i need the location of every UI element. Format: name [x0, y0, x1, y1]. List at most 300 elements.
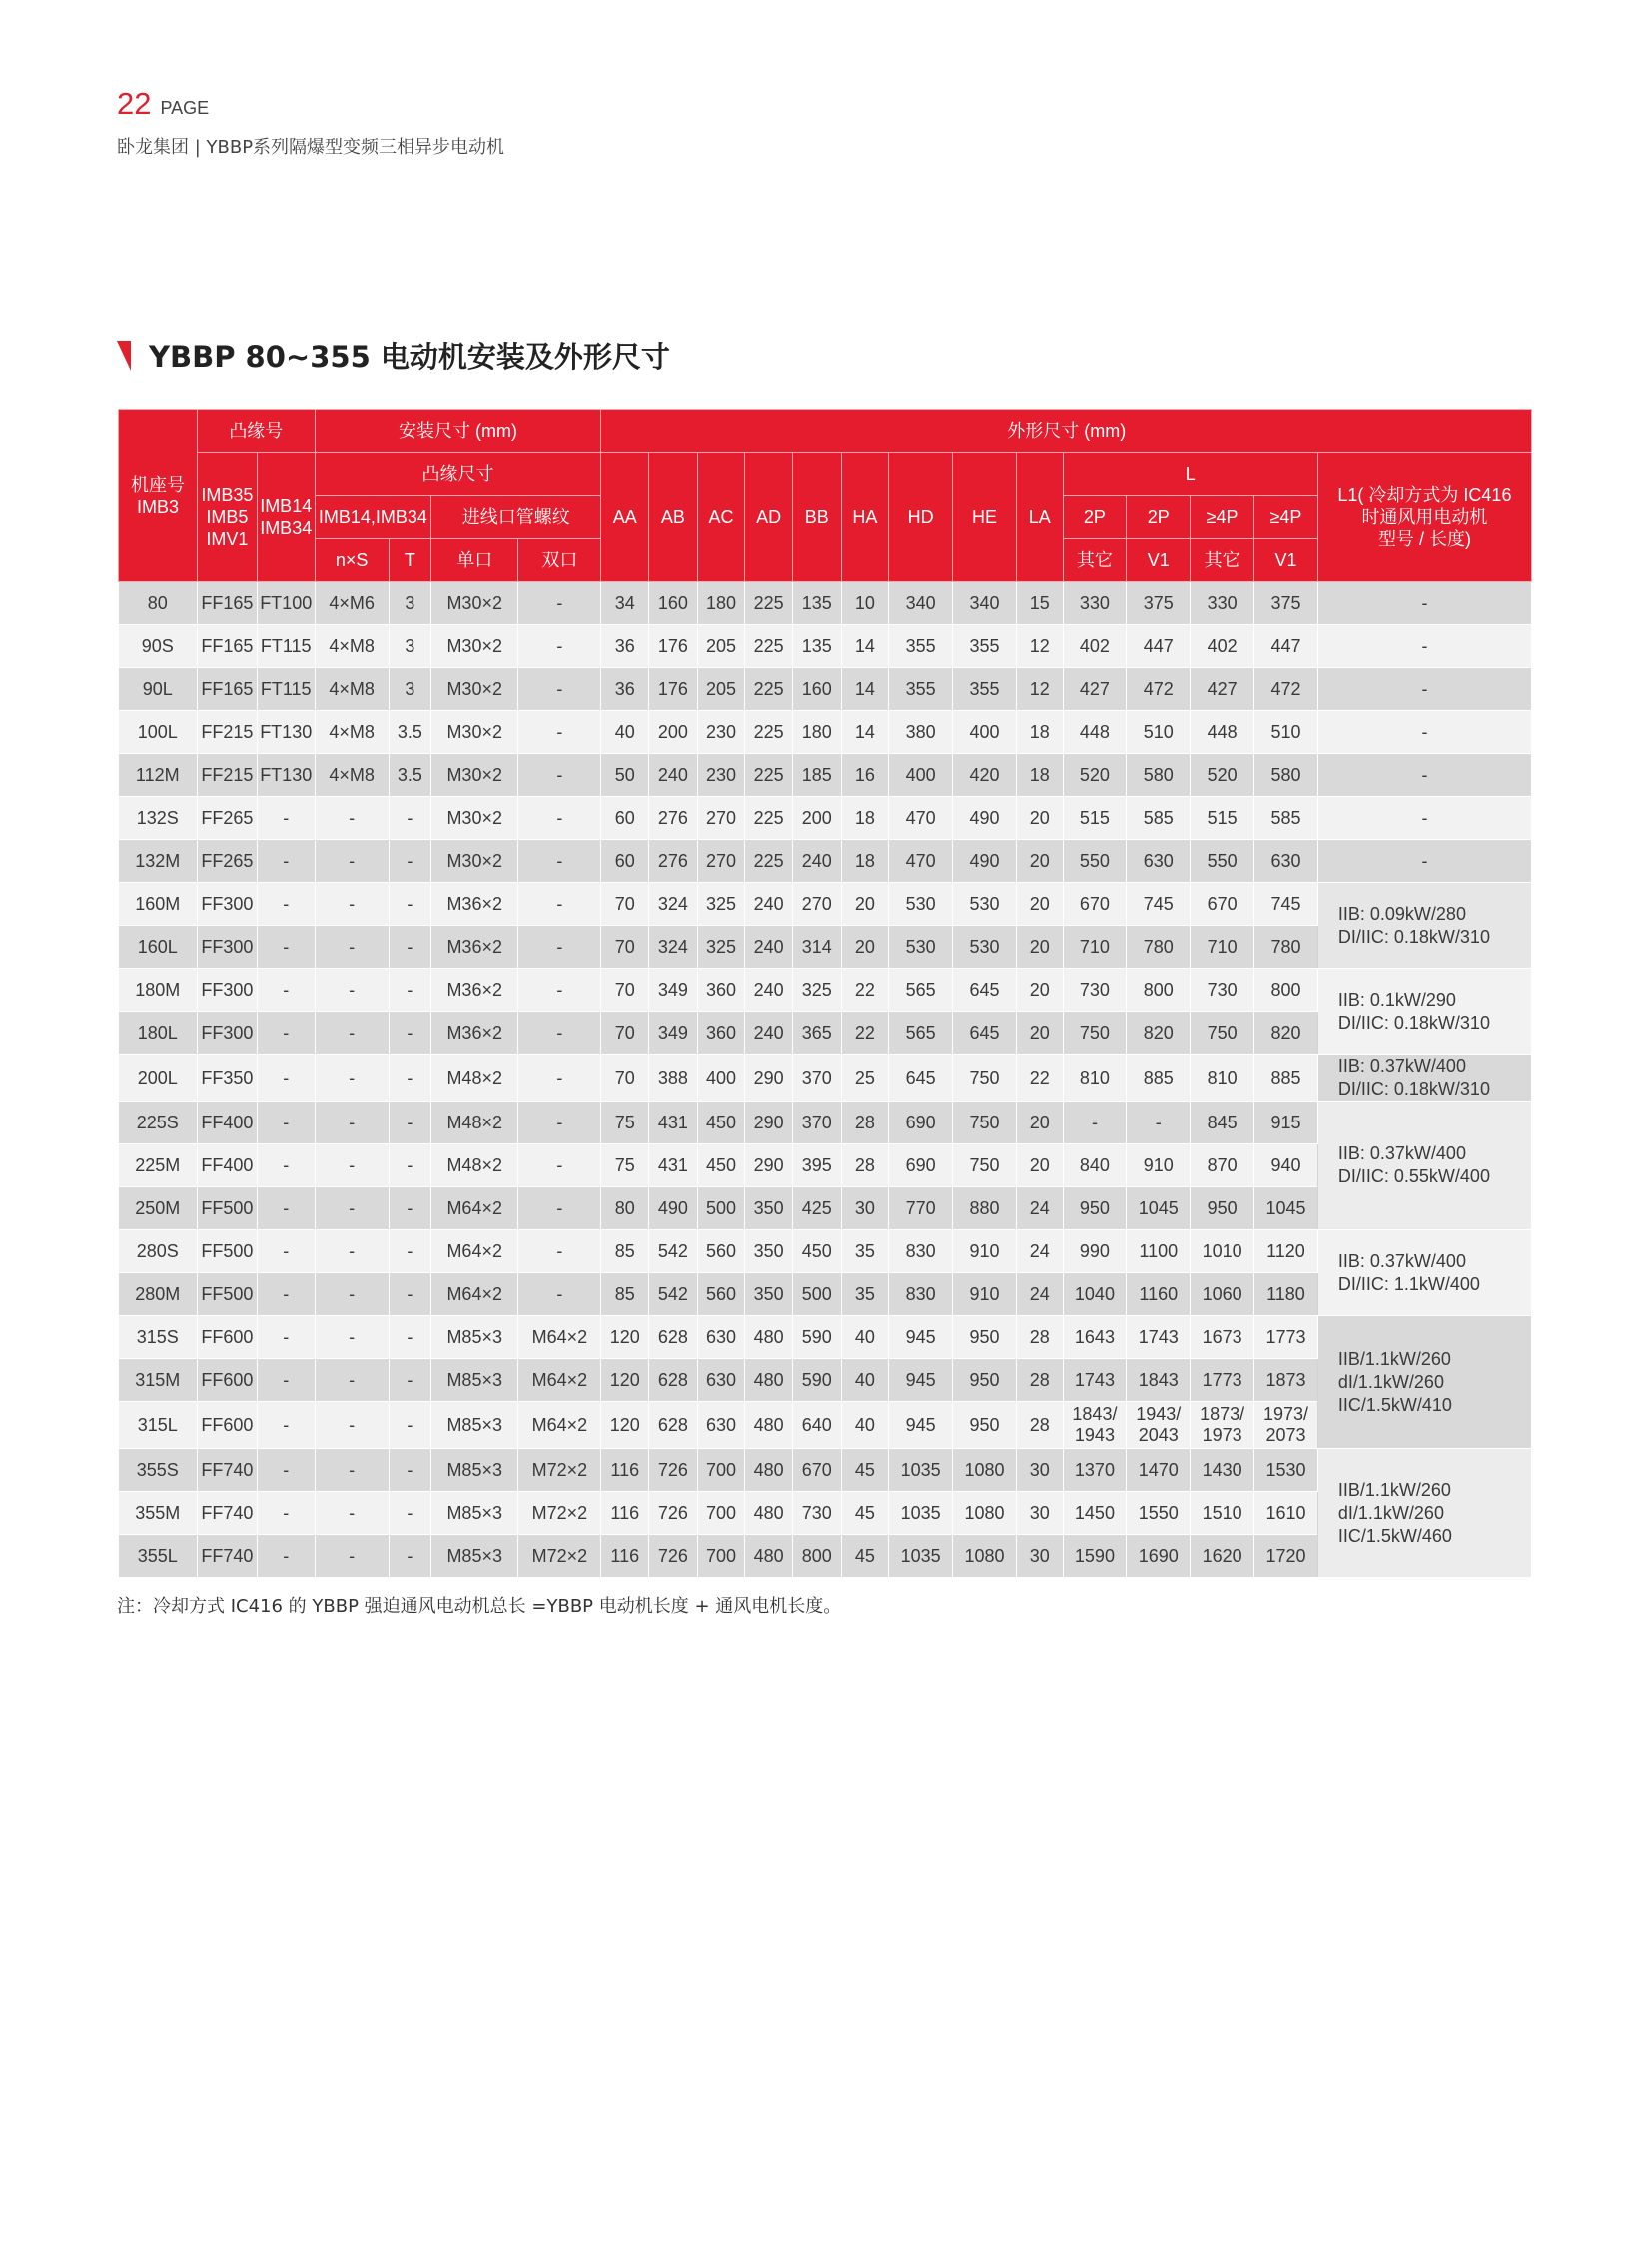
table-cell: 480 [745, 1359, 793, 1402]
table-cell: 34 [601, 582, 649, 625]
table-cell: 20 [1016, 840, 1063, 883]
table-cell: 270 [697, 840, 745, 883]
table-cell: - [518, 625, 601, 668]
table-cell: - [518, 1187, 601, 1230]
header-install-dim: 安装尺寸 (mm) [315, 410, 601, 453]
table-cell: 530 [953, 883, 1017, 926]
table-cell: 640 [792, 1402, 841, 1449]
table-cell: - [1127, 1102, 1191, 1144]
table-row [119, 1055, 1532, 1102]
table-cell: 225 [745, 582, 793, 625]
table-cell: 280M [119, 1273, 198, 1316]
table-cell: 550 [1191, 840, 1254, 883]
header-imb14-imb34: IMB14,IMB34 [315, 496, 431, 539]
table-cell: 20 [1016, 1102, 1063, 1144]
table-cell: - [389, 1402, 431, 1449]
table-cell: 10 [841, 582, 889, 625]
table-cell: 30 [1016, 1535, 1063, 1578]
table-cell: 590 [792, 1359, 841, 1402]
table-cell: 360 [697, 969, 745, 1012]
table-cell: 90S [119, 625, 198, 668]
table-cell: 950 [1191, 1187, 1254, 1230]
table-cell: 205 [697, 668, 745, 711]
table-cell: - [257, 1055, 315, 1102]
table-cell: - [315, 1055, 389, 1102]
table-cell: 350 [745, 1230, 793, 1273]
table-cell: 75 [601, 1102, 649, 1144]
table-cell: FF215 [198, 754, 258, 797]
table-cell: - [257, 1012, 315, 1055]
table-row [119, 711, 1532, 754]
table-cell: 14 [841, 668, 889, 711]
table-cell: FF400 [198, 1144, 258, 1187]
table-cell: M64×2 [431, 1187, 518, 1230]
table-cell: 1080 [953, 1449, 1017, 1492]
table-cell: 380 [889, 711, 953, 754]
table-cell: 830 [889, 1273, 953, 1316]
table-cell: 1040 [1063, 1273, 1127, 1316]
table-cell: FT130 [257, 711, 315, 754]
table-cell: 40 [601, 711, 649, 754]
table-cell: FF165 [198, 668, 258, 711]
table-cell: 700 [697, 1492, 745, 1535]
table-cell: 276 [649, 840, 698, 883]
table-cell: 355 [953, 668, 1017, 711]
table-cell: - [389, 926, 431, 969]
table-cell: - [389, 1492, 431, 1535]
table-cell: 1470 [1127, 1449, 1191, 1492]
header-l1: L1( 冷却方式为 IC416 时通风用电动机 型号 / 长度) [1317, 453, 1531, 582]
header-imb35: IMB35 IMB5 IMV1 [198, 453, 258, 582]
table-cell: M36×2 [431, 1012, 518, 1055]
table-cell: 180 [697, 582, 745, 625]
table-cell: FF500 [198, 1187, 258, 1230]
table-cell: 22 [841, 969, 889, 1012]
table-cell: 225 [745, 668, 793, 711]
table-cell: 400 [889, 754, 953, 797]
table-cell: 1060 [1191, 1273, 1254, 1316]
table-cell: 240 [649, 754, 698, 797]
table-cell: 645 [953, 1012, 1017, 1055]
table-cell: 585 [1127, 797, 1191, 840]
table-cell: 950 [953, 1359, 1017, 1402]
table-cell: 500 [792, 1273, 841, 1316]
table-cell: 85 [601, 1230, 649, 1273]
table-cell: - [518, 668, 601, 711]
table-cell: 315S [119, 1316, 198, 1359]
table-cell: 710 [1063, 926, 1127, 969]
table-cell: - [257, 1230, 315, 1273]
table-cell: 315L [119, 1402, 198, 1449]
table-cell: 45 [841, 1535, 889, 1578]
table-cell: 20 [841, 926, 889, 969]
table-cell: 770 [889, 1187, 953, 1230]
table-cell: 20 [1016, 969, 1063, 1012]
brand-line: 卧龙集团 | YBBP系列隔爆型变频三相异步电动机 [117, 137, 505, 158]
table-cell: M30×2 [431, 625, 518, 668]
table-cell: M30×2 [431, 711, 518, 754]
table-cell: 349 [649, 969, 698, 1012]
table-cell: M85×3 [431, 1535, 518, 1578]
table-cell: 12 [1016, 625, 1063, 668]
table-cell: 1035 [889, 1449, 953, 1492]
table-cell: M85×3 [431, 1402, 518, 1449]
page-number [117, 86, 209, 122]
table-cell: - [518, 711, 601, 754]
header-ac: AC [697, 453, 745, 582]
table-cell: - [518, 1230, 601, 1273]
table-cell: 870 [1191, 1144, 1254, 1187]
table-cell: - [315, 797, 389, 840]
table-cell: 355 [889, 625, 953, 668]
table-cell: - [257, 1273, 315, 1316]
table-cell: 24 [1016, 1230, 1063, 1273]
header-l-2p-b: 2P [1127, 496, 1191, 539]
table-cell: - [315, 969, 389, 1012]
table-cell: 910 [953, 1230, 1017, 1273]
table-cell: 325 [697, 926, 745, 969]
table-cell: 132M [119, 840, 198, 883]
table-cell: 800 [1127, 969, 1191, 1012]
table-cell: 530 [889, 883, 953, 926]
table-cell: 225 [745, 711, 793, 754]
table-cell: 700 [697, 1535, 745, 1578]
table-cell: 490 [649, 1187, 698, 1230]
table-cell: 1430 [1191, 1449, 1254, 1492]
table-cell: 12 [1016, 668, 1063, 711]
table-body [119, 582, 1532, 1578]
header-l-4p-a: ≥4P [1191, 496, 1254, 539]
table-cell: 324 [649, 883, 698, 926]
table-cell: 30 [1016, 1449, 1063, 1492]
table-cell: - [518, 883, 601, 926]
table-cell: FF740 [198, 1535, 258, 1578]
table-cell: 448 [1063, 711, 1127, 754]
table-cell: 670 [1191, 883, 1254, 926]
table-cell: 515 [1191, 797, 1254, 840]
table-cell: 1743 [1127, 1316, 1191, 1359]
table-cell: - [389, 1230, 431, 1273]
table-cell: FF165 [198, 625, 258, 668]
table-cell: 845 [1191, 1102, 1254, 1144]
table-cell: 1160 [1127, 1273, 1191, 1316]
table-cell: M30×2 [431, 797, 518, 840]
table-cell: 510 [1254, 711, 1318, 754]
table-cell: 280S [119, 1230, 198, 1273]
table-cell: 915 [1254, 1102, 1318, 1144]
table-cell: 314 [792, 926, 841, 969]
table-cell: 3.5 [389, 711, 431, 754]
table-cell: 290 [745, 1144, 793, 1187]
table-cell: 365 [792, 1012, 841, 1055]
header-flange-dim: 凸缘尺寸 [315, 453, 601, 496]
table-cell: 176 [649, 668, 698, 711]
header-outline-dim: 外形尺寸 (mm) [601, 410, 1532, 453]
table-cell: 132S [119, 797, 198, 840]
table-cell: 780 [1254, 926, 1318, 969]
table-cell: FF740 [198, 1492, 258, 1535]
l1-cell: IIB: 0.37kW/400 DI/IIC: 1.1kW/400 [1317, 1230, 1531, 1316]
table-cell: 447 [1127, 625, 1191, 668]
table-cell: 810 [1191, 1055, 1254, 1102]
table-cell: 276 [649, 797, 698, 840]
table-cell: 290 [745, 1055, 793, 1102]
table-cell: FF500 [198, 1230, 258, 1273]
table-cell: 28 [841, 1102, 889, 1144]
table-cell: 50 [601, 754, 649, 797]
table-cell: 20 [1016, 1012, 1063, 1055]
table-cell: 820 [1254, 1012, 1318, 1055]
table-cell: FF265 [198, 840, 258, 883]
table-cell: 4×M8 [315, 625, 389, 668]
table-cell: 3 [389, 668, 431, 711]
table-cell: 180 [792, 711, 841, 754]
table-cell: 112M [119, 754, 198, 797]
table-cell: 530 [953, 926, 1017, 969]
table-cell: 355 [953, 625, 1017, 668]
table-cell: 225 [745, 797, 793, 840]
table-cell: FF600 [198, 1359, 258, 1402]
header-l-v1-b: V1 [1254, 539, 1318, 582]
table-cell: 225 [745, 625, 793, 668]
table-cell: 120 [601, 1316, 649, 1359]
table-row [119, 754, 1532, 797]
table-cell: - [518, 1144, 601, 1187]
section-title-text: YBBP 80~355 电动机安装及外形尺寸 [149, 340, 670, 374]
table-cell: 325 [792, 969, 841, 1012]
table-cell: 135 [792, 582, 841, 625]
table-cell: 25 [841, 1055, 889, 1102]
header-flange-no: 凸缘号 [198, 410, 316, 453]
table-cell: 940 [1254, 1144, 1318, 1187]
table-cell: 645 [889, 1055, 953, 1102]
table-cell: 1743 [1063, 1359, 1127, 1402]
l1-cell: - [1317, 840, 1531, 883]
table-cell: - [257, 1359, 315, 1402]
table-cell: - [315, 1535, 389, 1578]
table-cell: 70 [601, 926, 649, 969]
table-cell: 750 [953, 1102, 1017, 1144]
table-cell: 135 [792, 625, 841, 668]
table-cell: 18 [1016, 711, 1063, 754]
table-row [119, 883, 1532, 926]
table-cell: 580 [1127, 754, 1191, 797]
table-cell: 690 [889, 1102, 953, 1144]
table-cell: 330 [1063, 582, 1127, 625]
table-cell: 880 [953, 1187, 1017, 1230]
table-cell: - [389, 1359, 431, 1402]
header-he: HE [953, 453, 1017, 582]
l1-cell: - [1317, 582, 1531, 625]
table-cell: 542 [649, 1230, 698, 1273]
table-cell: 355 [889, 668, 953, 711]
table-cell: 20 [1016, 926, 1063, 969]
table-cell: 40 [841, 1359, 889, 1402]
table-cell: FF265 [198, 797, 258, 840]
table-cell: 1045 [1254, 1187, 1318, 1230]
table-cell: 840 [1063, 1144, 1127, 1187]
table-row [119, 1230, 1532, 1273]
table-cell: 628 [649, 1316, 698, 1359]
table-cell: 1035 [889, 1492, 953, 1535]
table-cell: 35 [841, 1230, 889, 1273]
table-cell: 240 [745, 1012, 793, 1055]
table-cell: 45 [841, 1492, 889, 1535]
table-cell: 225S [119, 1102, 198, 1144]
table-cell: 350 [745, 1273, 793, 1316]
table-cell: - [315, 1402, 389, 1449]
header-la: LA [1016, 453, 1063, 582]
table-cell: M85×3 [431, 1359, 518, 1402]
header-l-v1-a: V1 [1127, 539, 1191, 582]
l1-cell: IIB/1.1kW/260 dI/1.1kW/260 IIC/1.5kW/410 [1317, 1316, 1531, 1449]
table-cell: 395 [792, 1144, 841, 1187]
table-cell: - [389, 1055, 431, 1102]
table-cell: 200L [119, 1055, 198, 1102]
table-cell: - [257, 1535, 315, 1578]
table-cell: 160 [792, 668, 841, 711]
table-cell: 116 [601, 1535, 649, 1578]
table-cell: 28 [1016, 1402, 1063, 1449]
table-cell: 80 [119, 582, 198, 625]
table-cell: 1180 [1254, 1273, 1318, 1316]
table-cell: 628 [649, 1402, 698, 1449]
table-cell: 480 [745, 1535, 793, 1578]
table-cell: - [315, 1273, 389, 1316]
header-frame: 机座号 IMB3 [119, 410, 198, 582]
table-cell: 18 [841, 797, 889, 840]
table-cell: 180L [119, 1012, 198, 1055]
table-cell: M36×2 [431, 926, 518, 969]
table-cell: M48×2 [431, 1055, 518, 1102]
table-cell: 565 [889, 969, 953, 1012]
table-cell: 950 [953, 1402, 1017, 1449]
table-cell: 370 [792, 1055, 841, 1102]
table-cell: 780 [1127, 926, 1191, 969]
table-cell: - [315, 1144, 389, 1187]
table-cell: 500 [697, 1187, 745, 1230]
table-cell: 375 [1254, 582, 1318, 625]
table-cell: 176 [649, 625, 698, 668]
table-cell: 160 [649, 582, 698, 625]
table-cell: - [315, 1187, 389, 1230]
table-cell: 550 [1063, 840, 1127, 883]
table-cell: 427 [1063, 668, 1127, 711]
table-cell: - [518, 582, 601, 625]
table-cell: 820 [1127, 1012, 1191, 1055]
table-cell: 490 [953, 840, 1017, 883]
footnote: 注：冷却方式 IC416 的 YBBP 强迫通风电动机总长 =YBBP 电动机长度 + 通风电机长度。 [117, 1596, 842, 1617]
table-cell: 945 [889, 1316, 953, 1359]
table-cell: 1873 [1254, 1359, 1318, 1402]
table-row [119, 1316, 1532, 1359]
table-cell: 447 [1254, 625, 1318, 668]
table-cell: M36×2 [431, 883, 518, 926]
page-label: PAGE [160, 98, 210, 118]
title-marker-icon [117, 341, 131, 371]
table-cell: 200 [792, 797, 841, 840]
table-cell: - [518, 969, 601, 1012]
l1-cell: IIB: 0.09kW/280 DI/IIC: 0.18kW/310 [1317, 883, 1531, 969]
table-cell: - [518, 840, 601, 883]
header-conduit: 进线口管螺纹 [431, 496, 601, 539]
header-l-other-b: 其它 [1191, 539, 1254, 582]
table-cell: 85 [601, 1273, 649, 1316]
table-row [119, 668, 1532, 711]
table-cell: - [518, 926, 601, 969]
table-cell: FF165 [198, 582, 258, 625]
table-cell: 490 [953, 797, 1017, 840]
table-cell: 240 [745, 969, 793, 1012]
table-cell: M64×2 [431, 1230, 518, 1273]
table-cell: 22 [1016, 1055, 1063, 1102]
table-cell: 160L [119, 926, 198, 969]
table-cell: M85×3 [431, 1316, 518, 1359]
table-cell: 530 [889, 926, 953, 969]
table-cell: 950 [953, 1316, 1017, 1359]
table-cell: - [257, 840, 315, 883]
table-cell: - [518, 1055, 601, 1102]
table-cell: 225 [745, 840, 793, 883]
table-cell: - [389, 797, 431, 840]
table-cell: 230 [697, 754, 745, 797]
table-cell: - [315, 840, 389, 883]
table-cell: 116 [601, 1449, 649, 1492]
table-cell: 565 [889, 1012, 953, 1055]
table-cell: 14 [841, 625, 889, 668]
table-cell: 360 [697, 1012, 745, 1055]
table-cell: - [257, 926, 315, 969]
table-cell: 1690 [1127, 1535, 1191, 1578]
table-cell: 1673 [1191, 1316, 1254, 1359]
table-cell: 70 [601, 969, 649, 1012]
table-cell: - [315, 1492, 389, 1535]
table-cell: 120 [601, 1402, 649, 1449]
table-cell: - [518, 1102, 601, 1144]
table-cell: 800 [792, 1535, 841, 1578]
table-cell: 70 [601, 1055, 649, 1102]
table-cell: 18 [841, 840, 889, 883]
table-cell: 100L [119, 711, 198, 754]
table-cell: 1843 [1127, 1359, 1191, 1402]
table-cell: 120 [601, 1359, 649, 1402]
table-cell: 400 [953, 711, 1017, 754]
table-cell: 355S [119, 1449, 198, 1492]
table-cell: 90L [119, 668, 198, 711]
table-cell: 750 [1191, 1012, 1254, 1055]
header-l-4p-b: ≥4P [1254, 496, 1318, 539]
table-cell: 200 [649, 711, 698, 754]
table-cell: 730 [1191, 969, 1254, 1012]
table-cell: 35 [841, 1273, 889, 1316]
table-cell: 4×M8 [315, 754, 389, 797]
table-row [119, 582, 1532, 625]
header-imb14: IMB14 IMB34 [257, 453, 315, 582]
table-cell: 45 [841, 1449, 889, 1492]
table-cell: 325 [697, 883, 745, 926]
table-cell: - [257, 883, 315, 926]
table-cell: 36 [601, 625, 649, 668]
table-cell: 726 [649, 1449, 698, 1492]
table-cell: 480 [745, 1316, 793, 1359]
table-cell: - [518, 797, 601, 840]
table-cell: 830 [889, 1230, 953, 1273]
table-cell: M85×3 [431, 1492, 518, 1535]
table-cell: - [257, 1102, 315, 1144]
header-single: 单口 [431, 539, 518, 582]
table-cell: 510 [1127, 711, 1191, 754]
table-cell: 800 [1254, 969, 1318, 1012]
